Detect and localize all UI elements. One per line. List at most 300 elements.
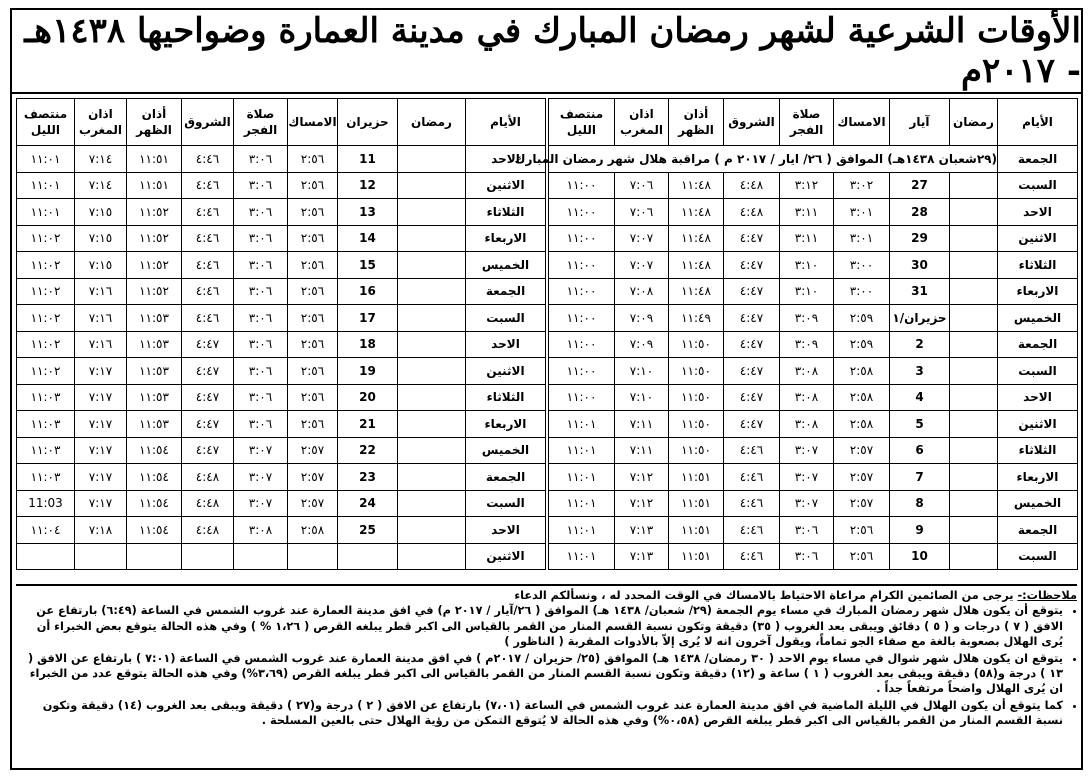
fajr-cell: ٣:٠٩ bbox=[780, 331, 834, 358]
date-cell: 6 bbox=[890, 437, 950, 464]
shuruq-cell: ٤:٤٧ bbox=[182, 358, 234, 385]
date-cell: 23 bbox=[338, 464, 398, 491]
fajr-cell: ٣:٠٧ bbox=[780, 464, 834, 491]
shuruq-cell: ٤:٤٧ bbox=[182, 331, 234, 358]
ramadan-cell bbox=[950, 172, 998, 199]
imsak-cell: ٢:٥٩ bbox=[834, 305, 890, 332]
imsak-cell: ٢:٥٦ bbox=[288, 384, 338, 411]
shuruq-cell: ٤:٤٦ bbox=[724, 464, 780, 491]
ramadan-cell bbox=[398, 225, 466, 252]
date-cell: 18 bbox=[338, 331, 398, 358]
table-row bbox=[17, 252, 546, 279]
zuhr-cell: ١١:٥٤ bbox=[127, 437, 182, 464]
maghrib-cell: ٧:٠٩ bbox=[615, 305, 669, 332]
imsak-cell: ٢:٥٦ bbox=[288, 225, 338, 252]
imsak-cell: ٣:٠١ bbox=[834, 225, 890, 252]
maghrib-cell: ٧:٠٨ bbox=[615, 278, 669, 305]
column-header: آيار bbox=[890, 99, 950, 146]
tables-area bbox=[16, 98, 1077, 580]
day-cell: الخميس bbox=[998, 490, 1078, 517]
day-cell: الاحد bbox=[466, 146, 546, 173]
zuhr-cell: ١١:٥١ bbox=[127, 146, 182, 173]
zuhr-cell: ١١:٥٣ bbox=[127, 305, 182, 332]
shuruq-cell: ٤:٤٧ bbox=[724, 358, 780, 385]
fajr-cell: ٣:٠٧ bbox=[234, 437, 288, 464]
table-row bbox=[549, 358, 1078, 385]
fajr-cell: ٣:٠٦ bbox=[780, 517, 834, 544]
shuruq-cell: ٤:٤٧ bbox=[724, 331, 780, 358]
imsak-cell: ٢:٥٦ bbox=[288, 252, 338, 279]
zuhr-cell: ١١:٥٣ bbox=[127, 358, 182, 385]
zuhr-cell: ١١:٥١ bbox=[669, 490, 724, 517]
imsak-cell: ٢:٥٦ bbox=[288, 305, 338, 332]
table-row bbox=[17, 384, 546, 411]
fajr-cell: ٣:٠٦ bbox=[780, 543, 834, 570]
maghrib-cell: ٧:١٠ bbox=[615, 384, 669, 411]
ramadan-cell bbox=[398, 358, 466, 385]
ramadan-cell bbox=[398, 411, 466, 438]
shuruq-cell: ٤:٤٨ bbox=[724, 199, 780, 226]
imsak-cell: ٢:٥٨ bbox=[834, 384, 890, 411]
shuruq-cell: ٤:٤٦ bbox=[182, 199, 234, 226]
ramadan-cell bbox=[950, 490, 998, 517]
ramadan-cell bbox=[398, 278, 466, 305]
day-cell: الاربعاء bbox=[466, 411, 546, 438]
shuruq-cell: ٤:٤٦ bbox=[182, 172, 234, 199]
ramadan-cell bbox=[950, 252, 998, 279]
table-row bbox=[17, 490, 546, 517]
maghrib-cell: ٧:١٢ bbox=[615, 490, 669, 517]
date-cell: 11 bbox=[338, 146, 398, 173]
date-cell: 5 bbox=[890, 411, 950, 438]
maghrib-cell: ٧:١٣ bbox=[615, 543, 669, 570]
ramadan-cell bbox=[398, 199, 466, 226]
table-row bbox=[17, 146, 546, 173]
notes-list bbox=[16, 603, 1077, 728]
fajr-cell: ٣:٠٦ bbox=[234, 305, 288, 332]
table-row bbox=[17, 225, 546, 252]
day-cell: السبت bbox=[466, 490, 546, 517]
shuruq-cell: ٤:٤٨ bbox=[182, 490, 234, 517]
ramadan-cell bbox=[398, 331, 466, 358]
day-cell: الاحد bbox=[998, 384, 1078, 411]
day-cell: الاثنين bbox=[466, 543, 546, 570]
zuhr-cell: ١١:٥٤ bbox=[127, 517, 182, 544]
imsak-cell: ٢:٥٦ bbox=[288, 146, 338, 173]
zuhr-cell: ١١:٤٨ bbox=[669, 278, 724, 305]
ramadan-cell bbox=[398, 305, 466, 332]
fajr-cell: ٣:٠٦ bbox=[234, 411, 288, 438]
midnight-cell: ١١:٠٠ bbox=[549, 331, 615, 358]
shuruq-cell: ٤:٤٦ bbox=[724, 517, 780, 544]
shuruq-cell: ٤:٤٦ bbox=[724, 437, 780, 464]
midnight-cell: ١١:٠١ bbox=[549, 437, 615, 464]
maghrib-cell: ٧:٠٧ bbox=[615, 225, 669, 252]
shuruq-cell: ٤:٤٨ bbox=[182, 517, 234, 544]
midnight-cell: ١١:٠٠ bbox=[549, 172, 615, 199]
zuhr-cell: ١١:٤٨ bbox=[669, 252, 724, 279]
table-row bbox=[17, 437, 546, 464]
zuhr-cell: ١١:٤٨ bbox=[669, 225, 724, 252]
imsak-cell: ٣:٠٠ bbox=[834, 252, 890, 279]
date-cell: 21 bbox=[338, 411, 398, 438]
column-header: الشروق bbox=[724, 99, 780, 146]
date-cell: 12 bbox=[338, 172, 398, 199]
date-cell: 30 bbox=[890, 252, 950, 279]
maghrib-cell: ٧:١٤ bbox=[75, 146, 127, 173]
imsak-cell: ٢:٥٦ bbox=[288, 172, 338, 199]
day-cell: الثلاثاء bbox=[466, 199, 546, 226]
shuruq-cell: ٤:٤٧ bbox=[724, 225, 780, 252]
table-row bbox=[549, 517, 1078, 544]
fajr-cell: ٣:٠٦ bbox=[234, 384, 288, 411]
column-header: الشروق bbox=[182, 99, 234, 146]
table-row bbox=[549, 437, 1078, 464]
fajr-cell: ٣:٠٧ bbox=[780, 490, 834, 517]
midnight-cell: ١١:٠١ bbox=[17, 146, 75, 173]
table-row bbox=[17, 278, 546, 305]
table-row bbox=[17, 543, 546, 570]
imsak-cell: ٢:٥٩ bbox=[834, 331, 890, 358]
maghrib-cell: ٧:١٧ bbox=[75, 490, 127, 517]
date-cell: 28 bbox=[890, 199, 950, 226]
day-cell: السبت bbox=[998, 543, 1078, 570]
midnight-cell: ١١:٠١ bbox=[549, 411, 615, 438]
fajr-cell: ٣:٠٨ bbox=[780, 411, 834, 438]
day-cell: الخميس bbox=[466, 437, 546, 464]
table-row bbox=[17, 331, 546, 358]
midnight-cell: ١١:٠٠ bbox=[549, 384, 615, 411]
imsak-cell: ٣:٠٠ bbox=[834, 278, 890, 305]
maghrib-cell: ٧:١٥ bbox=[75, 199, 127, 226]
midnight-cell: ١١:٠٣ bbox=[17, 437, 75, 464]
ramadan-cell bbox=[398, 384, 466, 411]
column-header: منتصف الليل bbox=[17, 99, 75, 146]
midnight-cell: ١١:٠٢ bbox=[17, 331, 75, 358]
day-cell: الجمعة bbox=[998, 517, 1078, 544]
maghrib-cell bbox=[75, 543, 127, 570]
maghrib-cell: ٧:٠٧ bbox=[615, 252, 669, 279]
maghrib-cell: ٧:١١ bbox=[615, 411, 669, 438]
midnight-cell: ١١:٠٠ bbox=[549, 225, 615, 252]
maghrib-cell: ٧:١٦ bbox=[75, 305, 127, 332]
column-header: الامساك bbox=[834, 99, 890, 146]
zuhr-cell: ١١:٥٣ bbox=[127, 384, 182, 411]
shuruq-cell: ٤:٤٦ bbox=[182, 278, 234, 305]
shuruq-cell: ٤:٤٦ bbox=[182, 146, 234, 173]
imsak-cell bbox=[288, 543, 338, 570]
midnight-cell: ١١:٠٠ bbox=[549, 305, 615, 332]
date-cell: 27 bbox=[890, 172, 950, 199]
maghrib-cell: ٧:٠٦ bbox=[615, 172, 669, 199]
ramadan-cell bbox=[950, 199, 998, 226]
fajr-cell: ٣:٠٩ bbox=[780, 305, 834, 332]
table-row bbox=[549, 252, 1078, 279]
maghrib-cell: ٧:١٠ bbox=[615, 358, 669, 385]
day-cell: الاحد bbox=[466, 517, 546, 544]
table-row bbox=[549, 225, 1078, 252]
imsak-cell: ٢:٥٦ bbox=[834, 517, 890, 544]
table-row bbox=[17, 199, 546, 226]
table-row bbox=[17, 464, 546, 491]
date-cell: 29 bbox=[890, 225, 950, 252]
column-header: صلاة الفجر bbox=[234, 99, 288, 146]
shuruq-cell: ٤:٤٦ bbox=[182, 305, 234, 332]
date-cell: 19 bbox=[338, 358, 398, 385]
day-cell: الاحد bbox=[466, 331, 546, 358]
day-cell: الخميس bbox=[998, 305, 1078, 332]
table-row bbox=[17, 358, 546, 385]
zuhr-cell: ١١:٥٠ bbox=[669, 411, 724, 438]
maghrib-cell: ٧:١١ bbox=[615, 437, 669, 464]
date-cell: 31 bbox=[890, 278, 950, 305]
fajr-cell: ٣:٠٦ bbox=[234, 358, 288, 385]
maghrib-cell: ٧:١٤ bbox=[75, 172, 127, 199]
ramadan-cell bbox=[950, 358, 998, 385]
zuhr-cell: ١١:٥٢ bbox=[127, 199, 182, 226]
shuruq-cell: ٤:٤٧ bbox=[724, 252, 780, 279]
column-header: رمضان bbox=[950, 99, 998, 146]
midnight-cell: ١١:٠٢ bbox=[17, 278, 75, 305]
midnight-cell: ١١:٠١ bbox=[549, 517, 615, 544]
zuhr-cell: ١١:٥١ bbox=[127, 172, 182, 199]
day-cell: الاحد bbox=[998, 199, 1078, 226]
fajr-cell: ٣:٠٦ bbox=[234, 199, 288, 226]
table-row bbox=[549, 305, 1078, 332]
day-cell: السبت bbox=[998, 172, 1078, 199]
column-header: رمضان bbox=[398, 99, 466, 146]
ramadan-cell bbox=[398, 146, 466, 173]
imsak-cell: ٢:٥٦ bbox=[288, 331, 338, 358]
table-row bbox=[17, 411, 546, 438]
column-header: حزيران bbox=[338, 99, 398, 146]
day-cell: السبت bbox=[466, 305, 546, 332]
shuruq-cell: ٤:٤٧ bbox=[724, 411, 780, 438]
day-cell: الاثنين bbox=[998, 411, 1078, 438]
imsak-cell: ٢:٥٦ bbox=[834, 543, 890, 570]
zuhr-cell: ١١:٥٠ bbox=[669, 358, 724, 385]
table-row bbox=[549, 490, 1078, 517]
day-cell: الثلاثاء bbox=[998, 437, 1078, 464]
day-cell: الاربعاء bbox=[998, 464, 1078, 491]
column-header: أذان الظهر bbox=[669, 99, 724, 146]
imsak-cell: ٢:٥٨ bbox=[834, 358, 890, 385]
ramadan-cell bbox=[950, 278, 998, 305]
date-cell: حزيران/١ bbox=[890, 305, 950, 332]
maghrib-cell: ٧:١٧ bbox=[75, 464, 127, 491]
midnight-cell: ١١:٠٣ bbox=[17, 411, 75, 438]
imsak-cell: ٢:٥٦ bbox=[288, 278, 338, 305]
maghrib-cell: ٧:١٦ bbox=[75, 331, 127, 358]
day-cell: السبت bbox=[998, 358, 1078, 385]
midnight-cell: ١١:٠٤ bbox=[17, 517, 75, 544]
maghrib-cell: ٧:١٢ bbox=[615, 464, 669, 491]
midnight-cell: ١١:٠٢ bbox=[17, 225, 75, 252]
fajr-cell: ٣:١٠ bbox=[780, 252, 834, 279]
maghrib-cell: ٧:١٥ bbox=[75, 252, 127, 279]
imsak-cell: ٢:٥٧ bbox=[288, 490, 338, 517]
table-row bbox=[549, 146, 1078, 173]
shuruq-cell: ٤:٤٧ bbox=[182, 384, 234, 411]
shuruq-cell: ٤:٤٨ bbox=[724, 172, 780, 199]
shuruq-cell: ٤:٤٧ bbox=[182, 437, 234, 464]
notes-section bbox=[16, 584, 1077, 766]
maghrib-cell: ٧:٠٦ bbox=[615, 199, 669, 226]
notes-label: ملاحظات:- bbox=[1017, 589, 1077, 602]
day-cell: الاثنين bbox=[466, 358, 546, 385]
day-cell: الاثنين bbox=[998, 225, 1078, 252]
midnight-cell: 11:03 bbox=[17, 490, 75, 517]
table-row bbox=[17, 517, 546, 544]
table-row bbox=[549, 172, 1078, 199]
day-cell: الجمعة bbox=[998, 146, 1078, 173]
zuhr-cell bbox=[127, 543, 182, 570]
zuhr-cell: ١١:٥٢ bbox=[127, 278, 182, 305]
ramadan-cell bbox=[950, 411, 998, 438]
notes-intro: يرجى من الصائمين الكرام مراعاة الاحتياط بالامساك في الوقت المحدد له ، ونسألكم الدعاء bbox=[514, 589, 1014, 602]
shuruq-cell: ٤:٤٦ bbox=[182, 252, 234, 279]
fajr-cell: ٣:٠٦ bbox=[234, 146, 288, 173]
maghrib-cell: ٧:١٧ bbox=[75, 358, 127, 385]
midnight-cell: ١١:٠١ bbox=[549, 490, 615, 517]
ramadan-cell bbox=[398, 252, 466, 279]
fajr-cell: ٣:١٠ bbox=[780, 278, 834, 305]
maghrib-cell: ٧:١٥ bbox=[75, 225, 127, 252]
imsak-cell: ٢:٥٦ bbox=[288, 358, 338, 385]
maghrib-cell: ٧:١٨ bbox=[75, 517, 127, 544]
zuhr-cell: ١١:٤٨ bbox=[669, 172, 724, 199]
zuhr-cell: ١١:٥٣ bbox=[127, 331, 182, 358]
shuruq-cell: ٤:٤٧ bbox=[724, 278, 780, 305]
fajr-cell: ٣:١٢ bbox=[780, 172, 834, 199]
day-cell: الجمعة bbox=[466, 464, 546, 491]
fajr-cell: ٣:٠٦ bbox=[234, 172, 288, 199]
table-row bbox=[549, 411, 1078, 438]
day-cell: الثلاثاء bbox=[466, 384, 546, 411]
imsak-cell: ٢:٥٧ bbox=[834, 437, 890, 464]
fajr-cell: ٣:٠٧ bbox=[780, 437, 834, 464]
ramadan-cell bbox=[950, 464, 998, 491]
column-header: الامساك bbox=[288, 99, 338, 146]
ramadan-cell bbox=[950, 517, 998, 544]
note-item: • يتوقع أن يكون هلال شهر رمضان المبارك في مساء يوم الجمعة (٢٩/ شعبان/ ١٤٣٨ هـ) الموافق ( ٢٦/آيار / ٢٠١٧ م) في افق مدينة العمارة عند غروب الشمس في الساعة (٦:٤٩) بارتفاع عن الافق ( ٧ ) درجات و ( ٥ ) دقائق ويبقى بعد الغروب ( ٣٥) دقيقة وتكون نسبة القسم المنار من القمر بالقياس الى اكبر قطر يبلغه القرص ( ١،٢٦ % ) وفي هذه الحالة يتوقع بعض الخبراء أن يُرى الهلال بصعوبة بالغة مع صفاء الجو تماماً، ويقول آخرون انه لا يُرى إلاّ بالأدوات المقربة ( الناظور ) bbox=[16, 603, 1063, 649]
column-header: أذان الظهر bbox=[127, 99, 182, 146]
imsak-cell: ٢:٥٦ bbox=[288, 199, 338, 226]
maghrib-cell: ٧:١٦ bbox=[75, 278, 127, 305]
date-cell: 20 bbox=[338, 384, 398, 411]
fajr-cell: ٣:١١ bbox=[780, 199, 834, 226]
table-row bbox=[17, 305, 546, 332]
timetable-sheet bbox=[10, 8, 1083, 770]
column-header: منتصف الليل bbox=[549, 99, 615, 146]
date-cell: 8 bbox=[890, 490, 950, 517]
date-cell: 2 bbox=[890, 331, 950, 358]
zuhr-cell: ١١:٥٠ bbox=[669, 437, 724, 464]
ramadan-cell bbox=[398, 464, 466, 491]
midnight-cell: ١١:٠٣ bbox=[17, 464, 75, 491]
date-cell: 7 bbox=[890, 464, 950, 491]
shuruq-cell: ٤:٤٦ bbox=[724, 490, 780, 517]
table-row bbox=[549, 464, 1078, 491]
zuhr-cell: ١١:٥٤ bbox=[127, 464, 182, 491]
midnight-cell: ١١:٠١ bbox=[549, 464, 615, 491]
fajr-cell: ٣:٠٦ bbox=[234, 331, 288, 358]
imsak-cell: ٢:٥٨ bbox=[834, 411, 890, 438]
zuhr-cell: ١١:٤٩ bbox=[669, 305, 724, 332]
zuhr-cell: ١١:٥٤ bbox=[127, 490, 182, 517]
day-cell: الاربعاء bbox=[466, 225, 546, 252]
ramadan-cell bbox=[950, 305, 998, 332]
date-cell: 14 bbox=[338, 225, 398, 252]
midnight-cell: ١١:٠٢ bbox=[17, 252, 75, 279]
date-cell: 16 bbox=[338, 278, 398, 305]
ramadan-cell bbox=[950, 543, 998, 570]
midnight-cell: ١١:٠٢ bbox=[17, 358, 75, 385]
page-title: الأوقات الشرعية لشهر رمضان المبارك في مدينة العمارة وضواحيها ١٤٣٨هـ - ٢٠١٧م bbox=[12, 10, 1081, 94]
zuhr-cell: ١١:٥١ bbox=[669, 464, 724, 491]
right-timetable bbox=[514, 98, 1078, 570]
day-cell: الثلاثاء bbox=[998, 252, 1078, 279]
midnight-cell: ١١:٠١ bbox=[17, 199, 75, 226]
zuhr-cell: ١١:٥٠ bbox=[669, 331, 724, 358]
fajr-cell: ٣:٠٦ bbox=[234, 225, 288, 252]
fajr-cell: ٣:٠٨ bbox=[234, 517, 288, 544]
column-header: الأيام bbox=[466, 99, 546, 146]
date-cell: 13 bbox=[338, 199, 398, 226]
column-header: صلاة الفجر bbox=[780, 99, 834, 146]
date-cell: 10 bbox=[890, 543, 950, 570]
table-row bbox=[549, 543, 1078, 570]
maghrib-cell: ٧:١٣ bbox=[615, 517, 669, 544]
shuruq-cell: ٤:٤٦ bbox=[182, 225, 234, 252]
moon-sighting-note: (٢٩شعبان ١٤٣٨هـ) الموافق ( ٢٦/ ايار / ٢٠١٧ م ) مراقبة هلال شهر رمضان المبارك bbox=[549, 146, 998, 173]
shuruq-cell: ٤:٤٦ bbox=[724, 543, 780, 570]
zuhr-cell: ١١:٥١ bbox=[669, 517, 724, 544]
left-timetable bbox=[16, 98, 546, 570]
date-cell: 4 bbox=[890, 384, 950, 411]
date-cell: 25 bbox=[338, 517, 398, 544]
fajr-cell: ٣:٠٦ bbox=[234, 278, 288, 305]
fajr-cell bbox=[234, 543, 288, 570]
zuhr-cell: ١١:٥٢ bbox=[127, 225, 182, 252]
date-cell: 3 bbox=[890, 358, 950, 385]
day-cell: الاثنين bbox=[466, 172, 546, 199]
day-cell: الجمعة bbox=[466, 278, 546, 305]
ramadan-cell bbox=[398, 490, 466, 517]
date-cell: 22 bbox=[338, 437, 398, 464]
zuhr-cell: ١١:٥٠ bbox=[669, 384, 724, 411]
table-row bbox=[17, 172, 546, 199]
shuruq-cell: ٤:٤٨ bbox=[182, 464, 234, 491]
maghrib-cell: ٧:١٧ bbox=[75, 411, 127, 438]
fajr-cell: ٣:٠٨ bbox=[780, 384, 834, 411]
day-cell: الاربعاء bbox=[998, 278, 1078, 305]
shuruq-cell: ٤:٤٧ bbox=[724, 305, 780, 332]
ramadan-cell bbox=[398, 172, 466, 199]
maghrib-cell: ٧:١٧ bbox=[75, 437, 127, 464]
midnight-cell: ١١:٠٠ bbox=[549, 358, 615, 385]
ramadan-cell bbox=[398, 543, 466, 570]
zuhr-cell: ١١:٥٢ bbox=[127, 252, 182, 279]
maghrib-cell: ٧:١٧ bbox=[75, 384, 127, 411]
shuruq-cell bbox=[182, 543, 234, 570]
midnight-cell: ١١:٠٠ bbox=[549, 278, 615, 305]
ramadan-cell bbox=[950, 437, 998, 464]
date-cell: 24 bbox=[338, 490, 398, 517]
zuhr-cell: ١١:٤٨ bbox=[669, 199, 724, 226]
ramadan-cell bbox=[398, 517, 466, 544]
imsak-cell: ٣:٠٢ bbox=[834, 172, 890, 199]
